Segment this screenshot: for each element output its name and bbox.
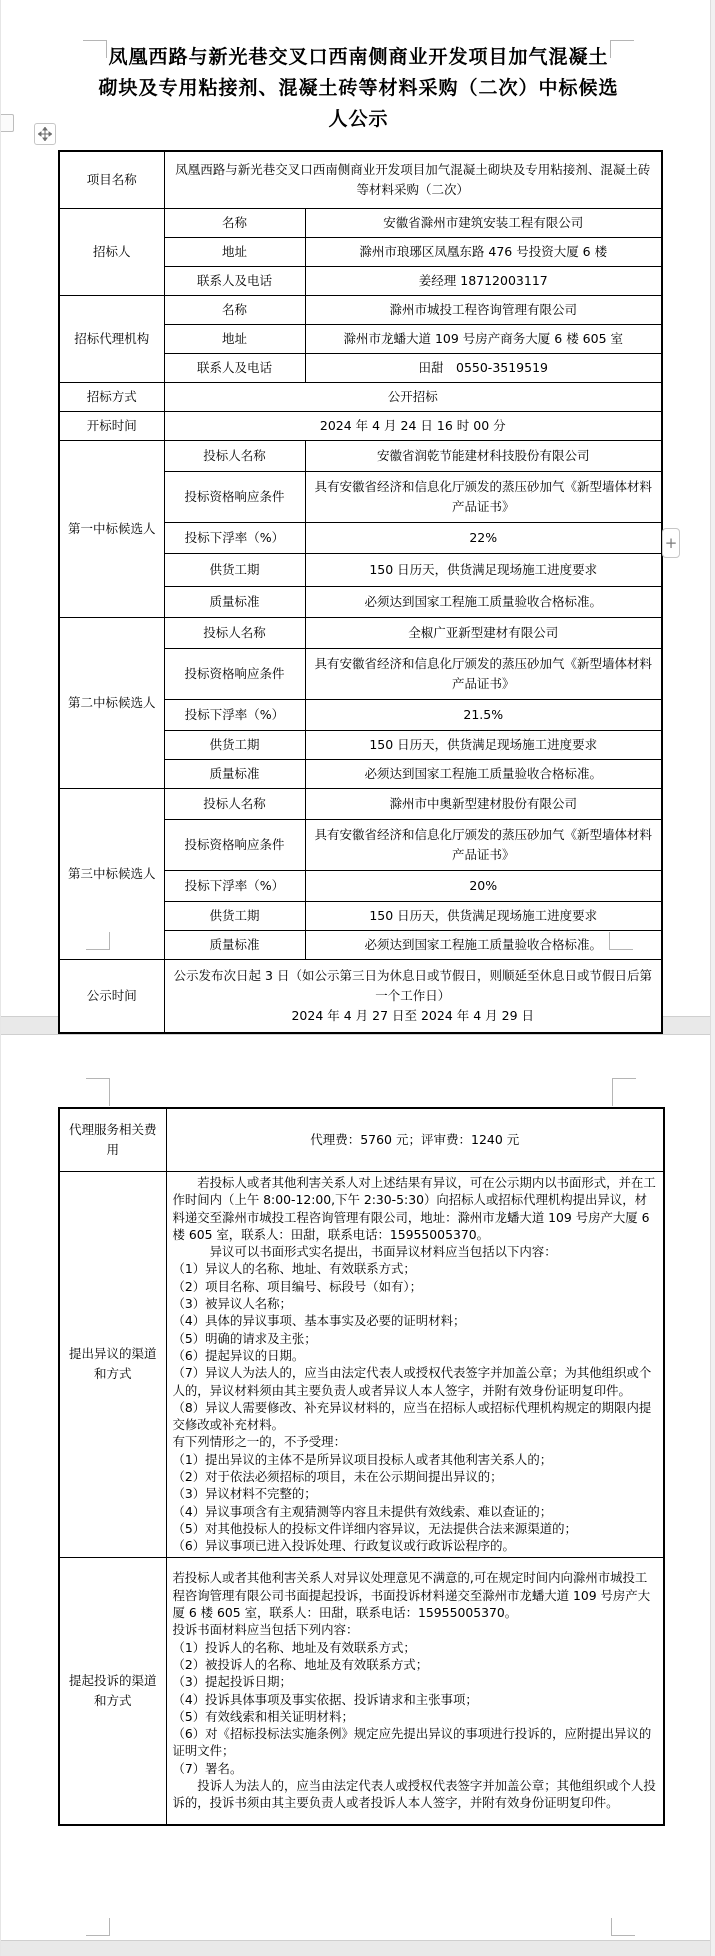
table-move-handle-icon[interactable] <box>34 123 56 145</box>
publicity-time-value <box>164 960 662 1034</box>
candidate-2-delivery-label: 供货工期 <box>164 731 305 760</box>
margin-mark-top-left-p2 <box>86 1078 110 1106</box>
objection-complaint-table <box>58 1107 665 1826</box>
tenderer-name-value: 安徽省滁州市建筑安装工程有限公司 <box>305 209 662 238</box>
margin-mark-top-right-p2 <box>612 1078 636 1106</box>
margin-mark-bottom-right-p2 <box>611 1918 635 1936</box>
agency-contact-label: 联系人及电话 <box>164 354 305 383</box>
candidate-3-quality-label: 质量标准 <box>164 931 305 960</box>
tenderer-address-label: 地址 <box>164 238 305 267</box>
agency-fee-label: 代理服务相关费用 <box>59 1108 166 1172</box>
four-way-arrow-icon <box>38 127 52 141</box>
margin-mark-top-right <box>610 40 634 58</box>
agency-address-label: 地址 <box>164 325 305 354</box>
candidate-2-discount-value: 21.5% <box>305 700 662 731</box>
objection-channel-label: 提出异议的渠道和方式 <box>59 1172 166 1558</box>
margin-mark-bottom-left-p2 <box>86 1918 110 1936</box>
tenderer-contact-label: 联系人及电话 <box>164 267 305 296</box>
objection-channel-text: 若投标人或者其他利害关系人对上述结果有异议，可在公示期内以书面形式，并在工作时间内（上午 8:00-12:00,下午 2:30-5:30）向招标人或招标代理机构提出异议，材料递交至滁州市城投工程咨询管理有限公司，地址：滁州市龙蟠大道 109 号房产大厦 6 楼 605 室，联系人：田甜，联系电话：15955005370。 异议可以书面形式实名提出，书面异议材料应当包括以下内容： （1）异议人的名称、地址、有效联系方式； （2）项目名称、项目编号、标段号（如有）； （3）被异议人名称； （4）具体的异议事项、基本事实及必要的证明材料； （5）明确的请求及主张； （6）提起异议的日期。 （7）异议人为法人的，应当由法定代表人或授权代表签字并加盖公章；为其他组织或个人的，异议材料须由其主要负责人或者异议人本人签字，并附有效身份证明复印件。 （8）异议人需要修改、补充异议材料的，应当在招标人或招标代理机构规定的期限内提交修改或补充材料。 有下列情形之一的，不予受理： （1）提出异议的主体不是所异议项目投标人或者其他利害关系人的； （2）对于依法必须招标的项目，未在公示期间提出异议的； （3）异议材料不完整的； （4）异议事项含有主观猜测等内容且未提供有效线索、难以查证的； （5）对其他投标人的投标文件详细内容异议，无法提供合法来源渠道的； （6）异议事项已进入投诉处理、行政复议或行政诉讼程序的。 <box>166 1172 664 1558</box>
project-name-label: 项目名称 <box>59 151 164 209</box>
agency-name-value: 滁州市城投工程咨询管理有限公司 <box>305 296 662 325</box>
margin-mark-bottom-right <box>609 932 633 950</box>
publicity-time-label: 公示时间 <box>59 960 164 1034</box>
candidate-2-qualification-label: 投标资格响应条件 <box>164 649 305 700</box>
candidate-1-delivery-value: 150 日历天，供货满足现场施工进度要求 <box>305 554 662 587</box>
method-label: 招标方式 <box>59 383 164 412</box>
margin-mark-top-left <box>83 40 107 58</box>
agency-contact-value: 田甜 0550-3519519 <box>305 354 662 383</box>
candidate-2-quality-value: 必须达到国家工程施工质量验收合格标准。 <box>305 760 662 789</box>
publicity-time-line2: 2024 年 4 月 27 日至 2024 年 4 月 29 日 <box>291 1008 535 1023</box>
candidate-2-qualification-value: 具有安徽省经济和信息化厅颁发的蒸压砂加气《新型墙体材料产品证书》 <box>305 649 662 700</box>
project-name-value: 凤凰西路与新光巷交叉口西南侧商业开发项目加气混凝土砌块及专用粘接剂、混凝土砖等材料采购（二次） <box>164 151 662 209</box>
agency-address-value: 滁州市龙蟠大道 109 号房产商务大厦 6 楼 605 室 <box>305 325 662 354</box>
agency-label: 招标代理机构 <box>59 296 164 383</box>
page-gap-bottom <box>1 1940 715 1956</box>
tenderer-name-label: 名称 <box>164 209 305 238</box>
document-title: 凤凰西路与新光巷交叉口西南侧商业开发项目加气混凝土 砌块及专用粘接剂、混凝土砖等材料采购（二次）中标候选 人公示 <box>98 46 619 130</box>
margin-mark-bottom-left <box>86 932 110 950</box>
candidate-1-discount-label: 投标下浮率（%） <box>164 523 305 554</box>
complaint-channel-text: 若投标人或者其他利害关系人对异议处理意见不满意的,可在规定时间内向滁州市城投工程咨询管理有限公司书面提起投诉，书面投诉材料递交至滁州市龙蟠大道 109 号房产大厦 6 楼 605 室，联系人：田甜，联系电话：15955005370。 投诉书面材料应当包括下列内容： （1）投诉人的名称、地址及有效联系方式； （2）被投诉人的名称、地址及有效联系方式； （3）提起投诉日期； （4）投诉具体事项及事实依据、投诉请求和主张事项； （5）有效线索和相关证明材料； （6）对《招标投标法实施条例》规定应先提出异议的事项进行投诉的，应附提出异议的证明文件； （7）署名。 投诉人为法人的，应当由法定代表人或授权代表签字并加盖公章；其他组织或个人投诉的，投诉书须由其主要负责人或者投诉人本人签字，并附有效身份证明复印件。 <box>166 1557 664 1825</box>
candidate-1-quality-label: 质量标准 <box>164 587 305 618</box>
candidate-1-name-value: 安徽省润乾节能建材科技股份有限公司 <box>305 441 662 472</box>
candidate-3-delivery-label: 供货工期 <box>164 902 305 931</box>
agency-name-label: 名称 <box>164 296 305 325</box>
bid-result-table <box>58 150 663 1034</box>
candidate-3-delivery-value: 150 日历天，供货满足现场施工进度要求 <box>305 902 662 931</box>
scrollbar-track[interactable] <box>710 0 715 1956</box>
tenderer-address-value: 滁州市琅琊区凤凰东路 476 号投资大厦 6 楼 <box>305 238 662 267</box>
candidate-1-quality-value: 必须达到国家工程施工质量验收合格标准。 <box>305 587 662 618</box>
clipped-side-button[interactable] <box>0 114 14 132</box>
method-value: 公开招标 <box>164 383 662 412</box>
candidate-2-name-value: 全椒广亚新型建材有限公司 <box>305 618 662 649</box>
candidate-3-name-label: 投标人名称 <box>164 789 305 820</box>
publicity-time-line1: 公示发布次日起 3 日（如公示第三日为休息日或节假日，则顺延至休息日或节假日后第一个工作日） <box>173 968 652 1003</box>
candidate-3-discount-value: 20% <box>305 871 662 902</box>
candidate-1-qualification-value: 具有安徽省经济和信息化厅颁发的蒸压砂加气《新型墙体材料产品证书》 <box>305 472 662 523</box>
candidate-2-label: 第二中标候选人 <box>59 618 164 789</box>
open-time-label: 开标时间 <box>59 412 164 441</box>
tenderer-contact-value: 姜经理 18712003117 <box>305 267 662 296</box>
candidate-2-name-label: 投标人名称 <box>164 618 305 649</box>
candidate-2-delivery-value: 150 日历天，供货满足现场施工进度要求 <box>305 731 662 760</box>
tenderer-label: 招标人 <box>59 209 164 296</box>
candidate-3-qualification-label: 投标资格响应条件 <box>164 820 305 871</box>
candidate-1-qualification-label: 投标资格响应条件 <box>164 472 305 523</box>
candidate-3-label: 第三中标候选人 <box>59 789 164 960</box>
complaint-channel-label: 提起投诉的渠道和方式 <box>59 1557 166 1825</box>
candidate-2-quality-label: 质量标准 <box>164 760 305 789</box>
candidate-3-discount-label: 投标下浮率（%） <box>164 871 305 902</box>
candidate-2-discount-label: 投标下浮率（%） <box>164 700 305 731</box>
candidate-1-delivery-label: 供货工期 <box>164 554 305 587</box>
candidate-1-label: 第一中标候选人 <box>59 441 164 618</box>
candidate-3-qualification-value: 具有安徽省经济和信息化厅颁发的蒸压砂加气《新型墙体材料产品证书》 <box>305 820 662 871</box>
candidate-1-discount-value: 22% <box>305 523 662 554</box>
agency-fee-value: 代理费：5760 元；评审费：1240 元 <box>166 1108 664 1172</box>
candidate-1-name-label: 投标人名称 <box>164 441 305 472</box>
candidate-3-name-value: 滁州市中奥新型建材股份有限公司 <box>305 789 662 820</box>
candidate-3-quality-value: 必须达到国家工程施工质量验收合格标准。 <box>305 931 662 960</box>
plus-button[interactable]: + <box>662 528 680 558</box>
open-time-value: 2024 年 4 月 24 日 16 时 00 分 <box>164 412 662 441</box>
